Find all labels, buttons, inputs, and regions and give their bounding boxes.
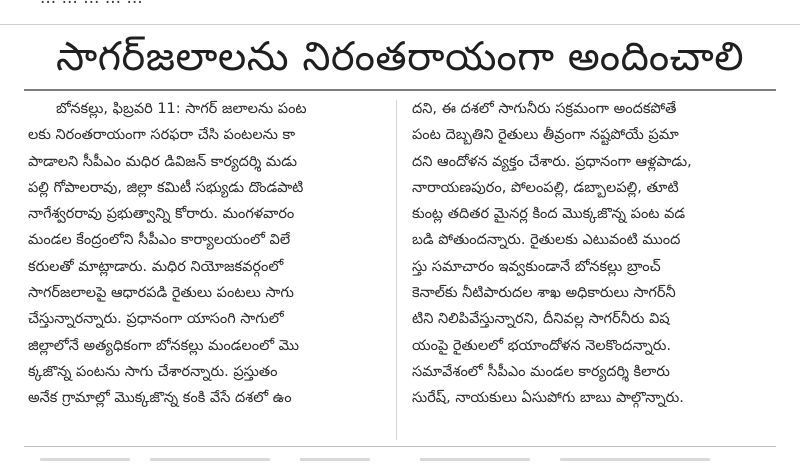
body-line: జిల్లాలోనే అత్యధికంగా బోనకల్లు మండలంలో మొ bbox=[28, 337, 300, 354]
body-line: టిని నిలిపివేస్తున్నారని, దీనివల్ల సాగర్‌నీరు విష bbox=[412, 311, 670, 328]
body-line: యంపై రైతులలో భయాందోళన నెలకొందన్నారు. bbox=[412, 337, 671, 354]
body-line: కెనాల్‌కు నీటిపారుదల శాఖ అధికారులు సాగర్‌నీ bbox=[412, 285, 676, 302]
body-line: బోనకల్లు, ఫిబ్రవరి 11: సాగర్ జలాలను పంట bbox=[56, 101, 307, 117]
body-line: పంట దెబ్బతిని రైతులు తీవ్రంగా నష్టపోయే ప్రమా bbox=[412, 127, 679, 144]
column-divider bbox=[396, 100, 397, 440]
body-line: దని, ఈ దశలో సాగునీరు సక్రమంగా అందకపోతే bbox=[412, 101, 677, 117]
body-line: దని ఆందోళన వ్యక్తం చేశారు. ప్రధానంగా ఆళ్లపాడు, bbox=[412, 153, 692, 170]
article-headline: సాగర్‌జలాలను నిరంతరాయంగా అందించాలి bbox=[55, 34, 745, 80]
article-right-column bbox=[412, 96, 780, 412]
previous-article-text bbox=[40, 0, 143, 8]
body-line: లకు నిరంతరాయంగా సరఫరా చేసి పంటలను కా bbox=[28, 127, 296, 144]
body-line: మండల కేంద్రంలోని సీపీఎం కార్యాలయంలో విలే bbox=[28, 232, 291, 249]
body-line: పల్లి గోపాలరావు, జిల్లా కమిటీ సభ్యుడు దొండపాటి bbox=[28, 179, 304, 196]
body-line: స్తు సమాచారం ఇవ్వకుండానే బోనకల్లు బ్రాంచ్ bbox=[412, 258, 661, 275]
body-line: కరులతో మాట్లాడారు. మధిర నియోజకవర్గంలో bbox=[28, 258, 284, 275]
top-rule bbox=[0, 24, 800, 25]
faded-text-fragment bbox=[420, 458, 530, 461]
body-line: బడి పోతుందన్నారు. రైతులకు ఎటువంటి ముంద bbox=[412, 232, 681, 249]
next-article-fragment bbox=[0, 452, 800, 469]
faded-text-fragment bbox=[150, 458, 270, 461]
faded-text-fragment bbox=[300, 458, 370, 461]
body-line: సురేష్, నాయకులు ఏసుపోగు బాబు పాల్గొన్నారు. bbox=[412, 390, 684, 407]
body-line: క్కజొన్న పంటను సాగు చేశారన్నారు. ప్రస్తుతం bbox=[28, 363, 278, 380]
body-line: సమావేశంలో సీపీఎం మండల కార్యదర్శి కిలారు bbox=[412, 363, 670, 380]
article-left-column bbox=[28, 96, 396, 412]
body-line: సాగర్‌జలాలపై ఆధారపడి రైతులు పంటలు సాగు bbox=[28, 285, 294, 302]
body-line: నాగేశ్వరరావు ప్రభుత్వాన్ని కోరారు. మంగళవారం bbox=[28, 206, 295, 223]
bottom-rule bbox=[24, 446, 776, 447]
body-line: నారాయణపురం, పోలంపల్లి, డబ్బాలపల్లి, తూటి bbox=[412, 179, 679, 196]
faded-text-fragment bbox=[40, 458, 130, 461]
headline-rule bbox=[24, 89, 776, 91]
body-line: చేస్తున్నారన్నారు. ప్రధానంగా యాసంగి సాగులో bbox=[28, 311, 284, 328]
faded-text-fragment bbox=[560, 458, 710, 461]
body-line: కుంట్ల తదితర మైనర్ల కింద మొక్కజొన్న పంట వడ bbox=[412, 206, 686, 223]
previous-article-fragment bbox=[0, 0, 800, 20]
body-line: అనేక గ్రామాల్లో మొక్కజొన్న కంకి వేసే దశలో ఉం bbox=[28, 390, 292, 407]
body-line: పాడాలని సీపీఎం మధిర డివిజన్ కార్యదర్శి మడు bbox=[28, 153, 297, 170]
